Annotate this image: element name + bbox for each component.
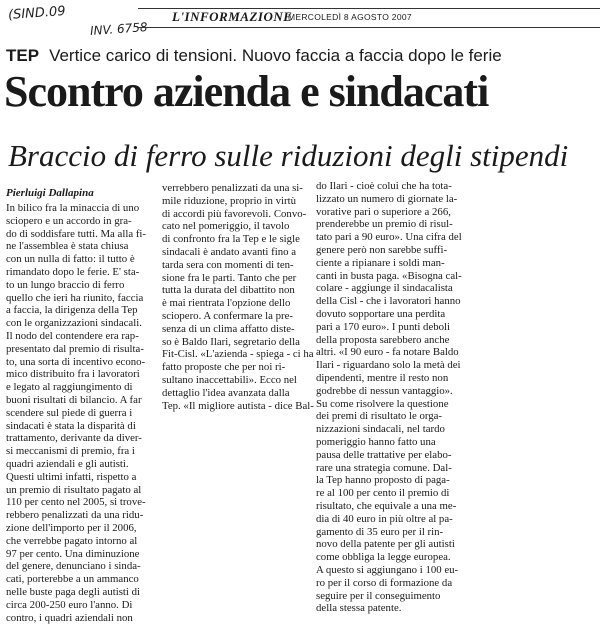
article-line: con le organizzazioni sindacali. bbox=[6, 317, 154, 330]
article-line: Ilari - riguardano solo la metà dei bbox=[316, 359, 464, 372]
article-line: gamento di 35 euro per il rin- bbox=[316, 526, 464, 539]
article-line: nizzazioni sindacali, nel tardo bbox=[316, 423, 464, 436]
article-line: nelle buste paga degli autisti di bbox=[6, 586, 154, 599]
article-line: mico distribuito fra i lavoratori bbox=[6, 368, 154, 381]
kicker-text: Vertice carico di tensioni. Nuovo faccia a faccia dopo le ferie bbox=[49, 46, 502, 65]
article-line: si meccanismi di premio, fra i bbox=[6, 445, 154, 458]
article-line: sindacali è andato avanti fino a bbox=[162, 246, 310, 259]
article-line: circa 200-250 euro l'anno. Di bbox=[6, 599, 154, 612]
article-line: to un lungo braccio di ferro bbox=[6, 279, 154, 292]
article-line: prenderebbe un premio di risul- bbox=[316, 218, 464, 231]
article-line: vorative pari o superiore a 266, bbox=[316, 206, 464, 219]
article-line: A questo si aggiungano i 100 eu- bbox=[316, 564, 464, 577]
article-line: dettaglio l'idea avanzata dalla bbox=[162, 387, 310, 400]
article-line: novo della patente per gli autisti bbox=[316, 538, 464, 551]
article-line: del genere, denunciano i sinda- bbox=[6, 560, 154, 573]
kicker-tag: TEP bbox=[6, 46, 39, 65]
article-line: quello che ieri ha riunito, faccia bbox=[6, 292, 154, 305]
article-line: presentato dal premio di risulta- bbox=[6, 343, 154, 356]
headline: Scontro azienda e sindacati bbox=[4, 70, 488, 114]
article-line: godrebbe di nessun vantaggio». bbox=[316, 385, 464, 398]
article-line: verrebbero penalizzati da una si- bbox=[162, 182, 310, 195]
article-line: Tep. «Il migliore autista - dice Bal- bbox=[162, 400, 310, 413]
article-column-2 bbox=[162, 182, 310, 412]
article-line: senza di un clima affatto diste- bbox=[162, 323, 310, 336]
article-line: che verrebbe pagato intorno al bbox=[6, 535, 154, 548]
article-line: di accordi più favorevoli. Convo- bbox=[162, 208, 310, 221]
article-line: sciopero. A confermare la pre- bbox=[162, 310, 310, 323]
article-line: contro, i quadri aziendali non bbox=[6, 612, 154, 624]
article-line: 110 per cento nel 2005, si trove- bbox=[6, 496, 154, 509]
byline: Pierluigi Dallapina bbox=[6, 187, 94, 199]
article-line: trattamento, derivante da diver- bbox=[6, 432, 154, 445]
article-line: un premio di risultato pagato al bbox=[6, 484, 154, 497]
article-line: mile riduzione, proprio in virtù bbox=[162, 195, 310, 208]
article-line: della proposta sarebbero anche bbox=[316, 334, 464, 347]
article-line: sciopero e un accordo in gra- bbox=[6, 215, 154, 228]
publication-date: MERCOLEDÌ 8 AGOSTO 2007 bbox=[288, 12, 412, 22]
article-line: rimandato dopo le ferie. E' sta- bbox=[6, 266, 154, 279]
article-column-3 bbox=[316, 180, 464, 615]
article-line: pomeriggio hanno fatto una bbox=[316, 436, 464, 449]
article-line: altri. «I 90 euro - fa notare Baldo bbox=[316, 346, 464, 359]
article-line: do Ilari - cioè colui che ha tota- bbox=[316, 180, 464, 193]
handwritten-note-1: (SIND.09 bbox=[8, 4, 66, 23]
article-line: to, una sorta di incentivo econo- bbox=[6, 356, 154, 369]
article-line: dia di 40 euro in più oltre al pa- bbox=[316, 513, 464, 526]
article-line: a faccia, la dirigenza della Tep bbox=[6, 304, 154, 317]
article-column-1 bbox=[6, 202, 154, 624]
article-line: la Tep hanno proposto di paga- bbox=[316, 474, 464, 487]
article-line: seguire per il conseguimento bbox=[316, 590, 464, 603]
article-line: quadri aziendali e gli autisti. bbox=[6, 458, 154, 471]
article-line: canti in busta paga. «Bisogna cal- bbox=[316, 270, 464, 283]
article-line: zione dell'importo per il 2006, bbox=[6, 522, 154, 535]
article-line: Fit-Cisl. «L'azienda - spiega - ci ha bbox=[162, 348, 310, 361]
article-line: con un nulla di fatto: il tutto è bbox=[6, 253, 154, 266]
article-line: lizzato un numero di giornate la- bbox=[316, 193, 464, 206]
article-line: della Cisl - che i lavoratori hanno bbox=[316, 295, 464, 308]
article-line: pari a 170 euro». I punti deboli bbox=[316, 321, 464, 334]
article-line: risultato, che equivale a una me- bbox=[316, 500, 464, 513]
kicker bbox=[6, 46, 502, 66]
article-line: pausa delle trattative per elabo- bbox=[316, 449, 464, 462]
article-line: Questi ultimi infatti, rispetto a bbox=[6, 471, 154, 484]
subheadline: Braccio di ferro sulle riduzioni degli stipendi bbox=[8, 140, 568, 171]
article-line: Su come risolvere la questione bbox=[316, 398, 464, 411]
article-line: sultano inaccettabili». Ecco nel bbox=[162, 374, 310, 387]
article-line: scendere sul piede di guerra i bbox=[6, 407, 154, 420]
article-line: della stessa patente. bbox=[316, 602, 464, 615]
masthead bbox=[138, 8, 600, 28]
article-line: ro per il corso di formazione da bbox=[316, 577, 464, 590]
article-line: colare - aggiunge il sindacalista bbox=[316, 282, 464, 295]
article-line: 97 per cento. Una diminuzione bbox=[6, 548, 154, 561]
handwritten-note-2: INV. 6758 bbox=[90, 20, 148, 38]
article-line: sindacati è stata la disparità di bbox=[6, 420, 154, 433]
article-line: tarda sera con momenti di ten- bbox=[162, 259, 310, 272]
article-line: cato nel pomeriggio, il tavolo bbox=[162, 220, 310, 233]
article-line: do di soddisfare tutti. Ma alla fi- bbox=[6, 228, 154, 241]
article-line: di confronto fra la Tep e le sigle bbox=[162, 233, 310, 246]
article-line: come obbliga la legge europea. bbox=[316, 551, 464, 564]
article-line: è mai rientrata l'opzione dello bbox=[162, 297, 310, 310]
article-line: sione fra le parti. Tanto che per bbox=[162, 272, 310, 285]
article-line: dei premi di risultato le orga- bbox=[316, 410, 464, 423]
article-line: ne l'assemblea è stata chiusa bbox=[6, 240, 154, 253]
article-line: In bilico fra la minaccia di uno bbox=[6, 202, 154, 215]
article-line: cati, porterebbe a un ammanco bbox=[6, 573, 154, 586]
article-line: tato pari a 90 euro». Una cifra del bbox=[316, 231, 464, 244]
article-line: Il nodo del contendere era rap- bbox=[6, 330, 154, 343]
article-line: rare una strategia comune. Dal- bbox=[316, 462, 464, 475]
article-line: so è Baldo Ilari, segretario della bbox=[162, 336, 310, 349]
article-line: genere però non sarebbe suffi- bbox=[316, 244, 464, 257]
article-line: re al 100 per cento il premio di bbox=[316, 487, 464, 500]
article-line: ciente a ripianare i soldi man- bbox=[316, 257, 464, 270]
newspaper-name: L'INFORMAZIONE bbox=[172, 9, 292, 25]
article-line: buoni risultati di bilancio. A far bbox=[6, 394, 154, 407]
article-line: dovuto sopportare una perdita bbox=[316, 308, 464, 321]
article-line: dipendenti, mentre il resto non bbox=[316, 372, 464, 385]
article-line: fatto proposte che per noi ri- bbox=[162, 361, 310, 374]
article-line: tutta la durata del dibattito non bbox=[162, 284, 310, 297]
article-line: rebbero penalizzati da una ridu- bbox=[6, 509, 154, 522]
article-line: e legato al raggiungimento di bbox=[6, 381, 154, 394]
